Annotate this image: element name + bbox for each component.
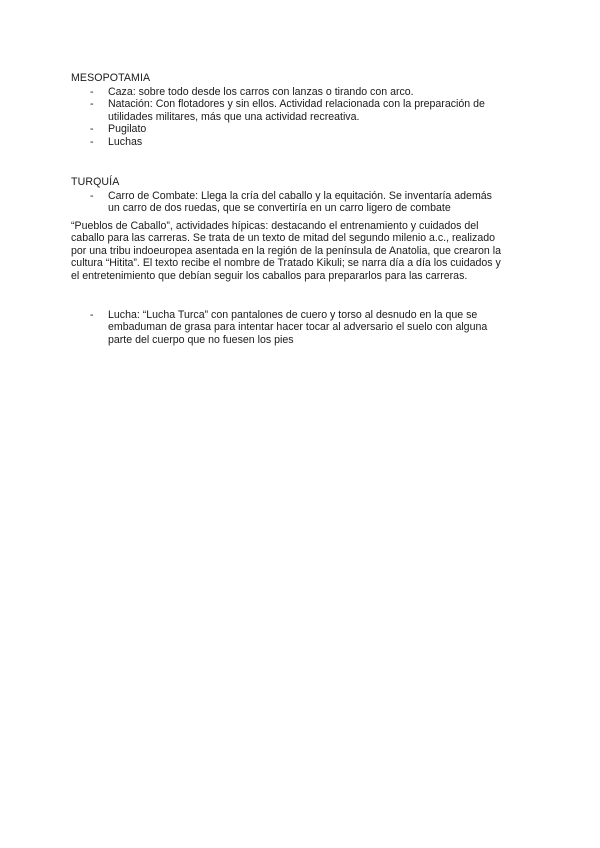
- list-item-text: Pugilato: [108, 123, 147, 136]
- body-paragraph: “Pueblos de Caballo”, actividades hípicas: destacando el entrenamiento y cuidados del caballo para las carreras. Se trata de un texto de mitad del segundo milenio a.c., realizado por una tribu indoeuropea asentada en la región de la península de Anatolia, que crearon la cultura “Hitita”. El texto recibe el nombre de Tratado Kikuli; se narra día a día los cuidados y el entretenimiento que debían seguir los caballos para prepararlos para las carreras.: [71, 220, 501, 282]
- list-item-text: Carro de Combate: Llega la cría del caballo y la equitación. Se inventaría además un carro de dos ruedas, que se convertiría en un carro ligero de combate: [108, 190, 492, 215]
- section-heading-mesopotamia: MESOPOTAMIA: [71, 72, 151, 84]
- turquia-list-after: [0, 309, 600, 346]
- list-item: [0, 98, 600, 123]
- bullet-dash: -: [90, 135, 94, 148]
- list-item-text: Lucha: “Lucha Turca” con pantalones de cuero y torso al desnudo en la que se embaduman de grasa para intentar hacer tocar al adversario el suelo con alguna parte del cuerpo que no fuesen los pies: [108, 309, 488, 346]
- list-item-text: Caza: sobre todo desde los carros con lanzas o tirando con arco.: [108, 86, 414, 98]
- list-item: [0, 136, 600, 148]
- list-item: [0, 86, 600, 98]
- bullet-dash: -: [90, 190, 94, 202]
- list-item: [0, 190, 600, 215]
- bullet-dash: -: [90, 86, 94, 98]
- mesopotamia-list: [0, 86, 600, 148]
- list-item: [0, 123, 600, 135]
- list-item-text: Natación: Con flotadores y sin ellos. Actividad relacionada con la preparación de utilidades militares, más que una actividad recreativa.: [108, 98, 485, 123]
- bullet-dash: -: [90, 98, 94, 111]
- section-heading-turquia: TURQUÍA: [71, 176, 120, 188]
- turquia-list: [0, 190, 600, 215]
- bullet-dash: -: [90, 123, 94, 136]
- bullet-dash: -: [90, 309, 94, 321]
- list-item: [0, 309, 600, 346]
- list-item-text: Luchas: [108, 135, 143, 148]
